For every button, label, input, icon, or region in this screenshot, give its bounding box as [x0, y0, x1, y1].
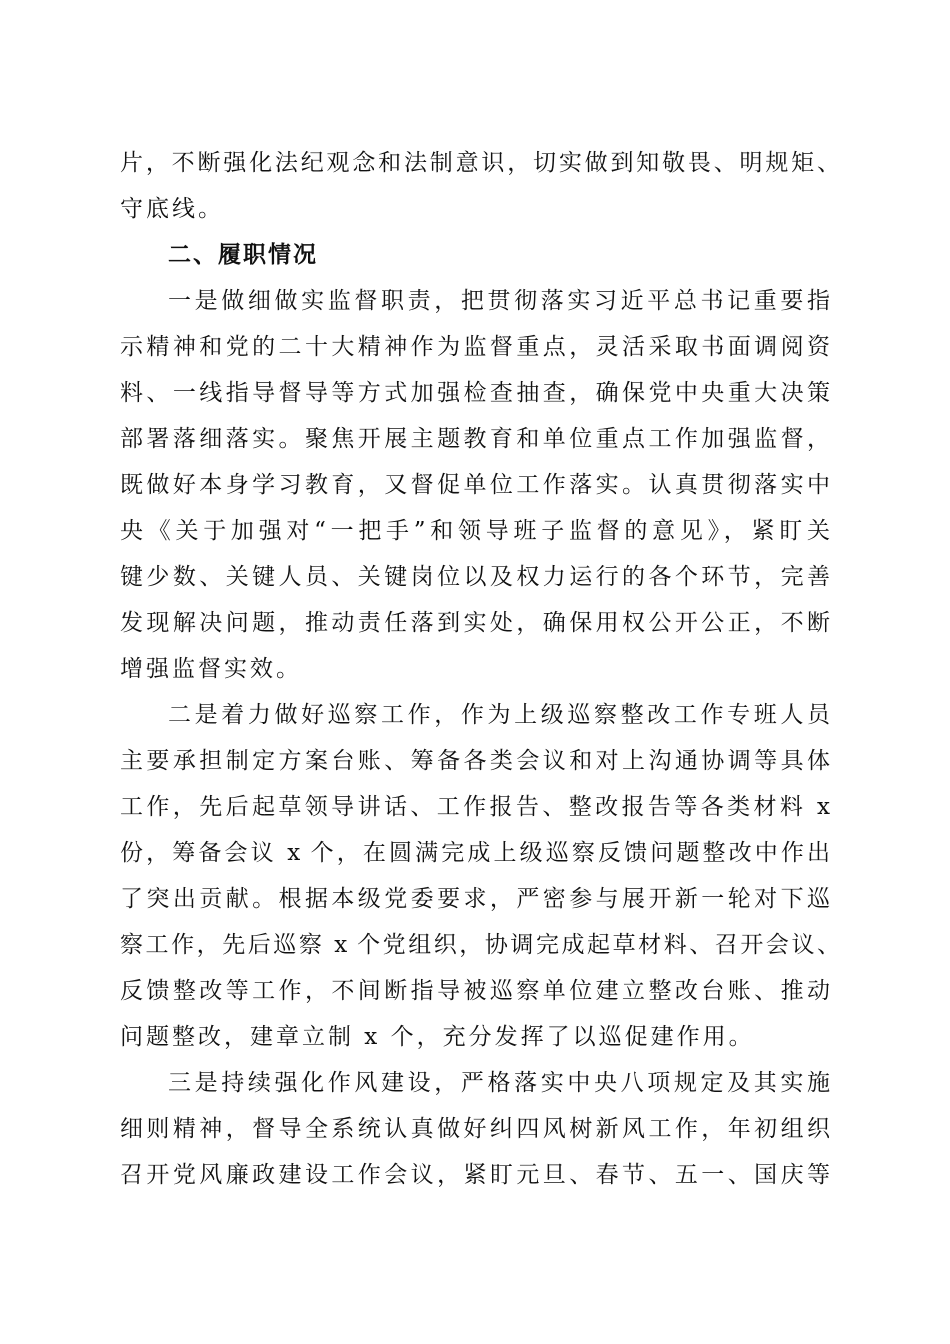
paragraph-1-line-5: 既做好本身学习教育，又督促单位工作落实。认真贯彻落实中: [120, 472, 830, 498]
section-heading: 二、履职情况: [168, 242, 318, 268]
paragraph-2-line-8: 问题整改，建章立制 x 个，充分发挥了以巡促建作用。: [120, 1024, 755, 1050]
paragraph-2-line-4: 份，筹备会议 x 个，在圆满完成上级巡察反馈问题整改中作出: [120, 840, 830, 866]
paragraph-1-line-2: 示精神和党的二十大精神作为监督重点，灵活采取书面调阅资: [120, 334, 830, 360]
paragraph-1-line-1: 一是做细做实监督职责，把贯彻落实习近平总书记重要指: [168, 288, 830, 314]
paragraph-2-line-1: 二是着力做好巡察工作，作为上级巡察整改工作专班人员: [168, 702, 830, 728]
paragraph-3-line-1: 三是持续强化作风建设，严格落实中央八项规定及其实施: [168, 1070, 830, 1096]
paragraph-3-line-3: 召开党风廉政建设工作会议，紧盯元旦、春节、五一、国庆等: [120, 1162, 830, 1188]
paragraph-2-line-5: 了突出贡献。根据本级党委要求，严密参与展开新一轮对下巡: [120, 886, 830, 912]
intro-line-1: 片，不断强化法纪观念和法制意识，切实做到知敬畏、明规矩、: [120, 150, 840, 176]
paragraph-2-line-7: 反馈整改等工作，不间断指导被巡察单位建立整改台账、推动: [120, 978, 830, 1004]
paragraph-2-line-3: 工作，先后起草领导讲话、工作报告、整改报告等各类材料 x: [120, 794, 830, 820]
paragraph-3-line-2: 细则精神，督导全系统认真做好纠四风树新风工作，年初组织: [120, 1116, 830, 1142]
intro-line-2: 守底线。: [120, 196, 224, 222]
paragraph-1-line-3: 料、一线指导督导等方式加强检查抽查，确保党中央重大决策: [120, 380, 830, 406]
paragraph-1-line-9: 增强监督实效。: [120, 656, 302, 682]
paragraph-2-line-2: 主要承担制定方案台账、筹备各类会议和对上沟通协调等具体: [120, 748, 830, 774]
paragraph-1-line-6: 央《关于加强对“一把手”和领导班子监督的意见》，紧盯关: [120, 518, 830, 544]
paragraph-1-line-4: 部署落细落实。聚焦开展主题教育和单位重点工作加强监督，: [120, 426, 830, 452]
paragraph-1-line-7: 键少数、关键人员、关键岗位以及权力运行的各个环节，完善: [120, 564, 830, 590]
paragraph-2-line-6: 察工作，先后巡察 x 个党组织，协调完成起草材料、召开会议、: [120, 932, 840, 958]
paragraph-1-line-8: 发现解决问题，推动责任落到实处，确保用权公开公正，不断: [120, 610, 830, 636]
